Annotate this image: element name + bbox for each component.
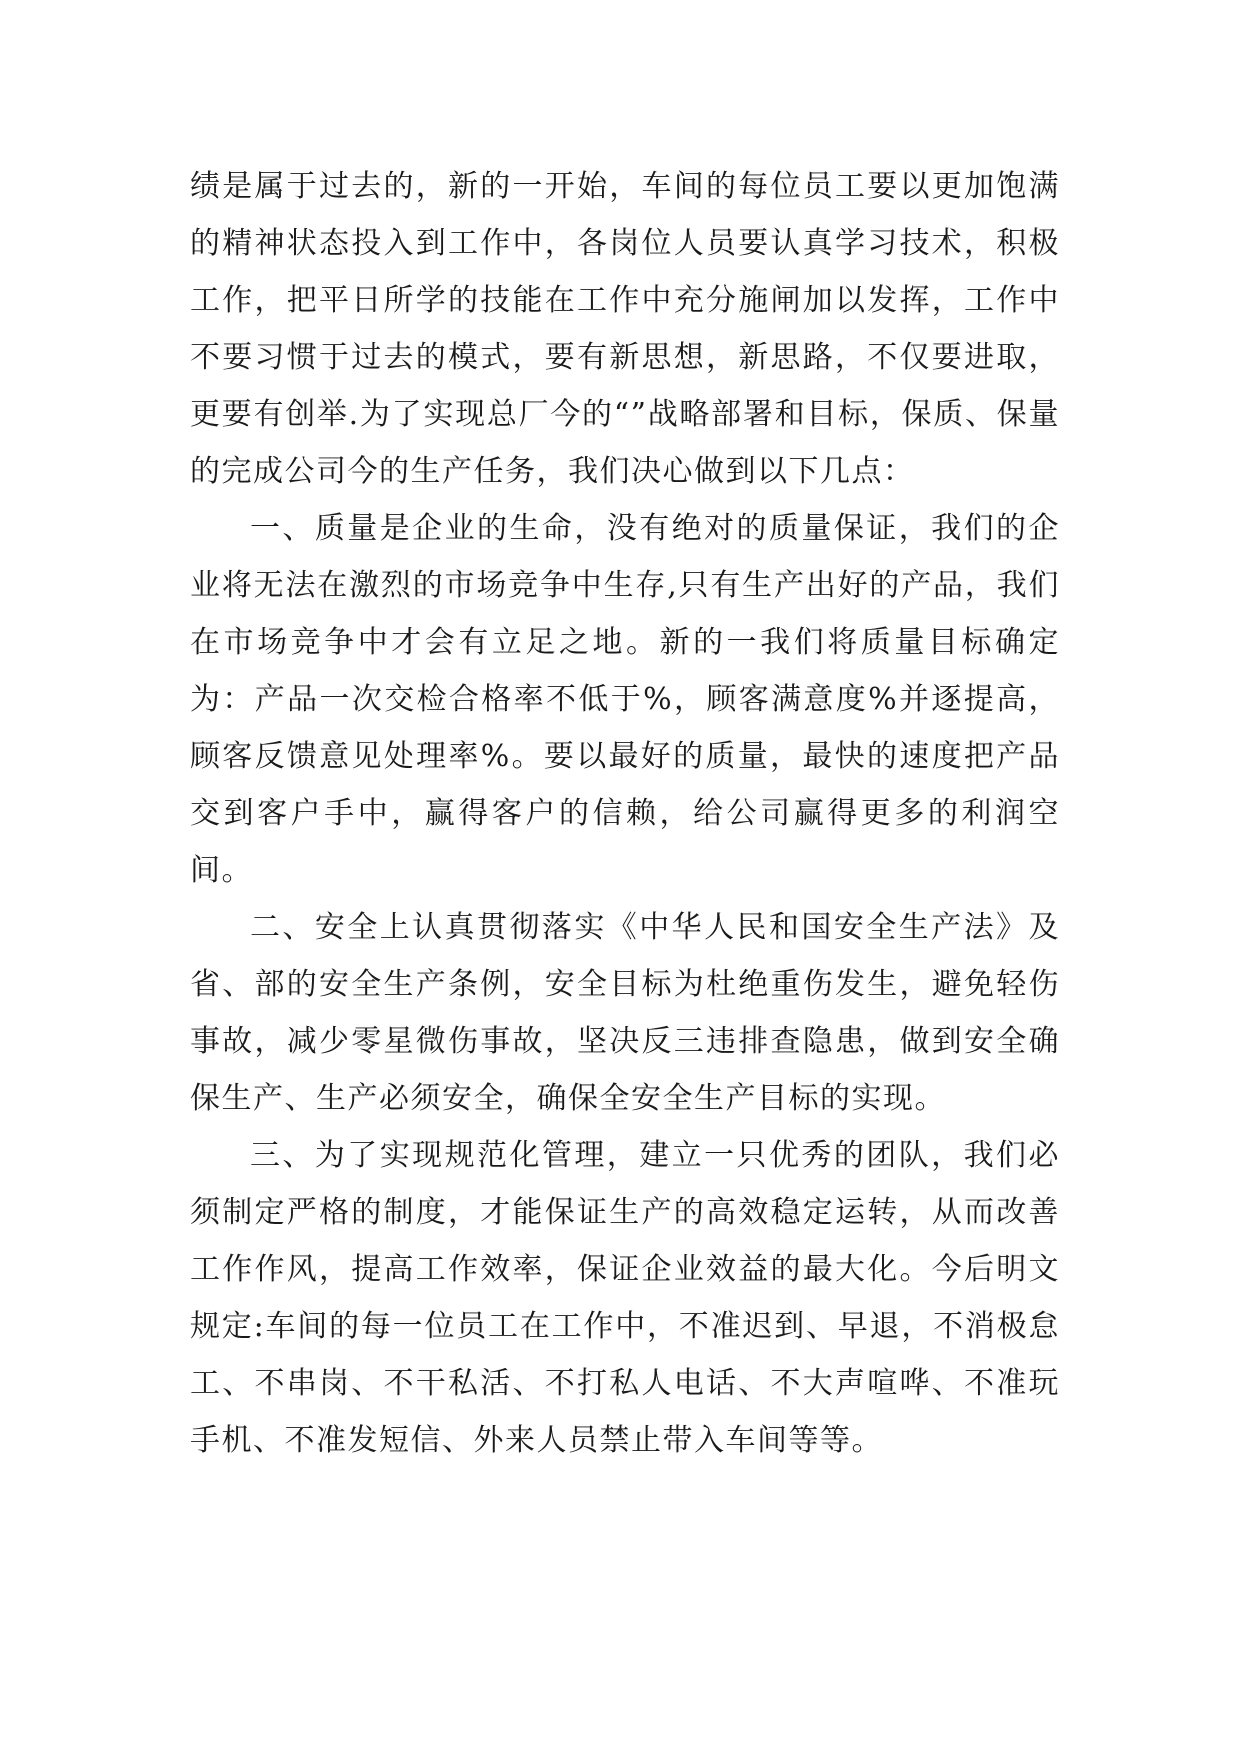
paragraph-safety: 二、安全上认真贯彻落实《中华人民和国安全生产法》及省、部的安全生产条例，安全目标为杜绝重伤发生，避免轻伤事故，减少零星微伤事故，坚决反三违排查隐患，做到安全确保生产、生产必须安全，确保全安全生产目标的实现。 bbox=[190, 910, 1060, 1116]
paragraph-quality: 一、质量是企业的生命，没有绝对的质量保证，我们的企业将无法在激烈的市场竞争中生存,只有生产出好的产品，我们在市场竞争中才会有立足之地。新的一我们将质量目标确定为：产品一次交检合格率不低于%，顾客满意度%并逐提高，顾客反馈意见处理率%。要以最好的质量，最快的速度把产品交到客户手中，赢得客户的信赖，给公司赢得更多的利润空间。 bbox=[190, 511, 1060, 888]
paragraph-continuation: 绩是属于过去的，新的一开始，车间的每位员工要以更加饱满的精神状态投入到工作中，各岗位人员要认真学习技术，积极工作，把平日所学的技能在工作中充分施闸加以发挥，工作中不要习惯于过去的模式，要有新思想，新思路，不仅要进取，更要有创举.为了实现总厂今的“”战略部署和目标，保质、保量的完成公司今的生产任务，我们决心做到以下几点： bbox=[190, 169, 1060, 489]
paragraph-management: 三、为了实现规范化管理，建立一只优秀的团队，我们必须制定严格的制度，才能保证生产的高效稳定运转，从而改善工作作风，提高工作效率，保证企业效益的最大化。今后明文规定:车间的每一位员工在工作中，不准迟到、早退，不消极怠工、不串岗、不干私活、不打私人电话、不大声喧哗、不准玩手机、不准发短信、外来人员禁止带入车间等等。 bbox=[190, 1138, 1060, 1458]
document-body bbox=[190, 158, 1060, 1469]
